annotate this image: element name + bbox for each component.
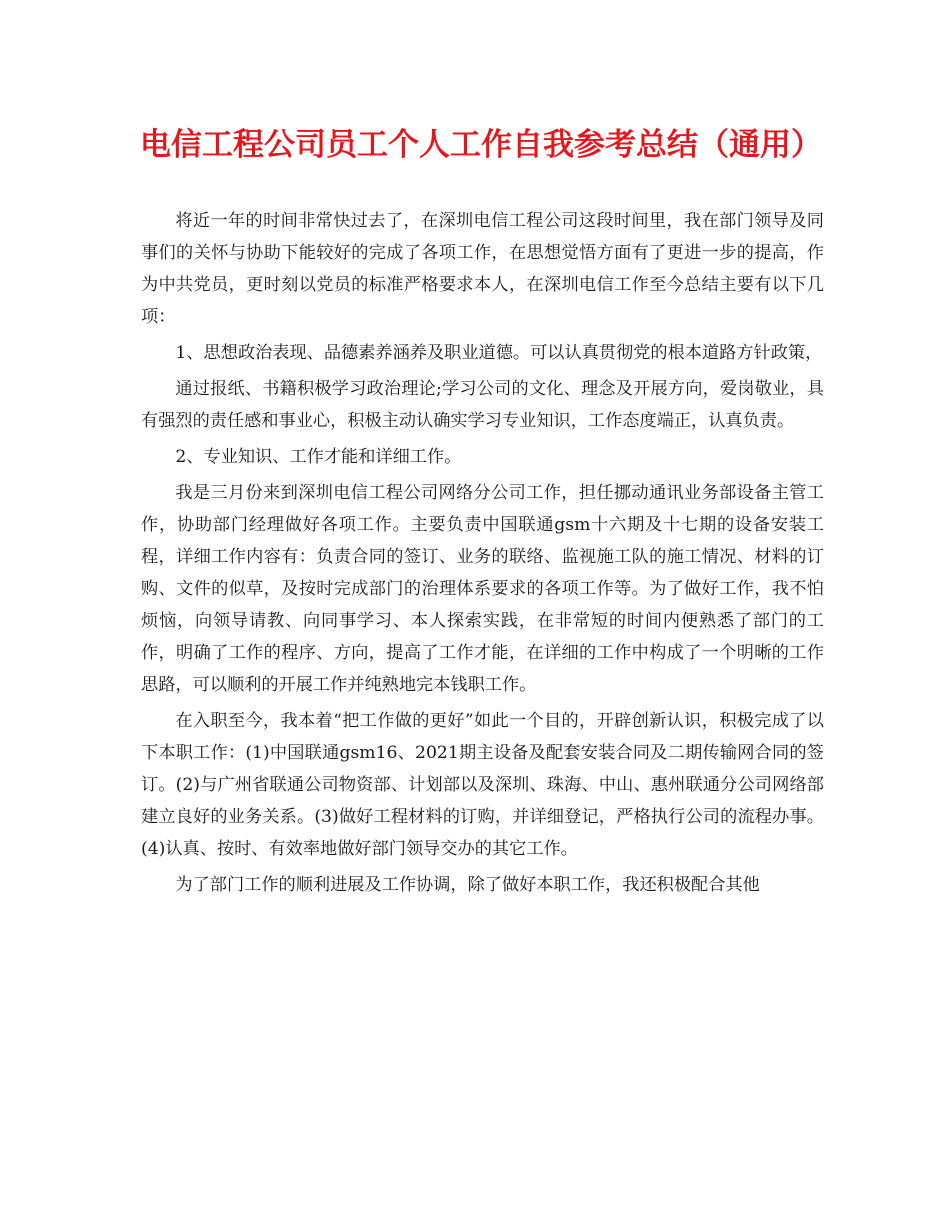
paragraph-section-2-heading: 2、专业知识、工作才能和详细工作。 [175,447,462,467]
paragraph-section-2-body: 我是三月份来到深圳电信工程公司网络分公司工作，担任挪动通讯业务部设备主管工作，协助部门经理做好各项工作。主要负责中国联通gsm十六期及十七期的设备安装工程，详细工作内容有：负责合同的签订、业务的联络、监视施工队的施工情况、材料的订购、文件的似草，及按时完成部门的治理体系要求的各项工作等。为了做好工作，我不怕烦恼，向领导请教、向同事学习、本人探索实践，在非常短的时间内便熟悉了部门的工作，明确了工作的程序、方向，提高了工作才能，在详细的工作中构成了一个明晰的工作思路，可以顺利的开展工作并纯熟地完本钱职工作。 [141,483,824,695]
paragraph-section-1-body: 通过报纸、书籍积极学习政治理论;学习公司的文化、理念及开展方向，爱岗敬业，具有强烈的责任感和事业心，积极主动认确实学习专业知识，工作态度端正，认真负责。 [141,379,824,431]
paragraph-cooperation: 为了部门工作的顺利进展及工作协调，除了做好本职工作，我还积极配合其他 [175,875,760,895]
document-body [141,205,824,905]
paragraph-duties: 在入职至今，我本着“把工作做的更好”如此一个目的，开辟创新认识，积极完成了以下本职工作：(1)中国联通gsm16、2021期主设备及配套安装合同及二期传输网合同的签订。(2)与广州省联通公司物资部、计划部以及深圳、珠海、中山、惠州联通分公司网络部建立良好的业务关系。(3)做好工程材料的订购，并详细登记，严格执行公司的流程办事。(4)认真、按时、有效率地做好部门领导交办的其它工作。 [141,711,824,859]
paragraph-intro: 将近一年的时间非常快过去了，在深圳电信工程公司这段时间里，我在部门领导及同事们的关怀与协助下能较好的完成了各项工作，在思想觉悟方面有了更进一步的提高，作为中共党员，更时刻以党员的标准严格要求本人，在深圳电信工作至今总结主要有以下几项： [141,211,824,327]
paragraph-section-1-heading: 1、思想政治表现、品德素养涵养及职业道德。可以认真贯彻党的根本道路方针政策， [175,343,823,363]
document-title: 电信工程公司员工个人工作自我参考总结（通用） [140,127,822,163]
